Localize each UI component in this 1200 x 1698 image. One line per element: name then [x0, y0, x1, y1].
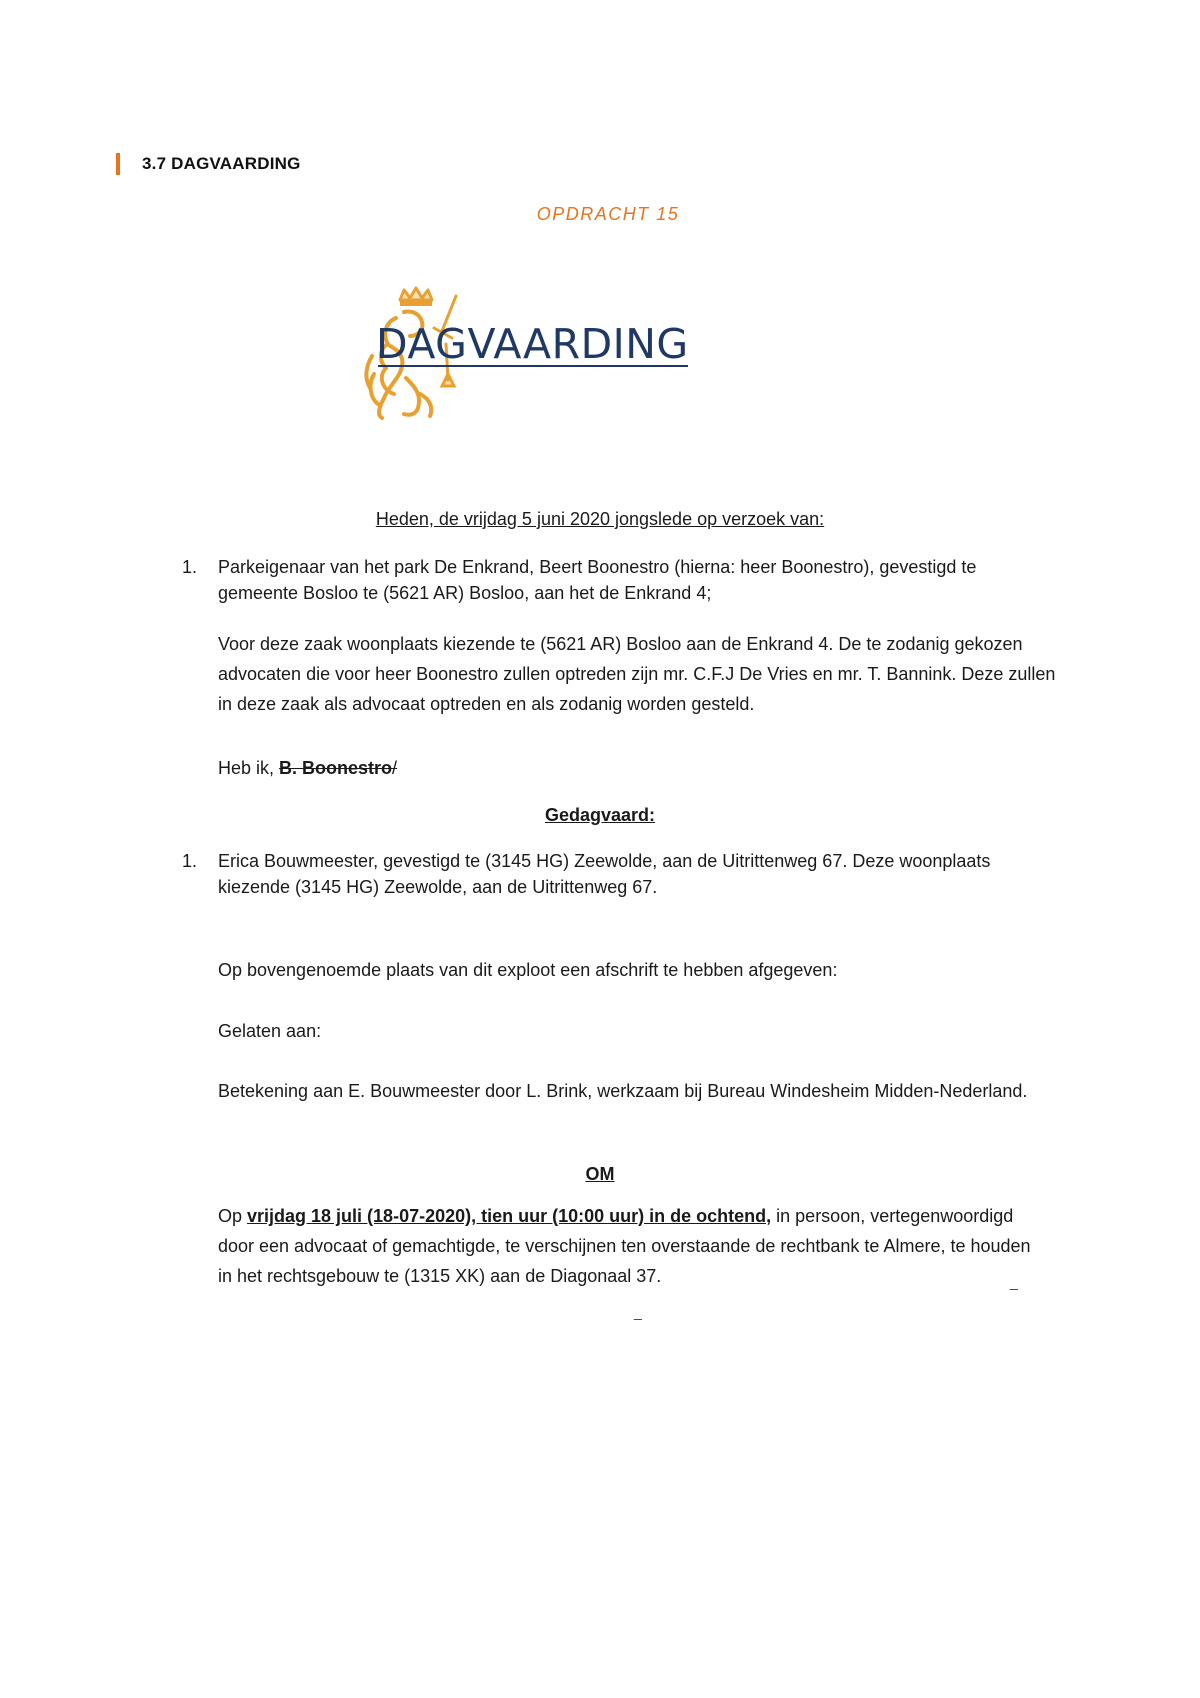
section-heading — [116, 152, 301, 176]
signer-suffix: / — [392, 758, 398, 778]
signer-line — [218, 753, 1058, 783]
assignment-label-text: OPDRACHT 15 — [536, 204, 680, 224]
signer-prefix: Heb ik, — [218, 758, 280, 778]
appearance-paragraph — [218, 1201, 1038, 1291]
appearance-prefix: Op — [218, 1206, 248, 1226]
dagvaarding-logo — [360, 286, 700, 426]
trailing-mark: _ — [1010, 1274, 1018, 1290]
summoned-heading-text: Gedagvaard: — [544, 805, 656, 825]
summoned-heading — [0, 803, 1200, 827]
intro-line-text: Heden, de vrijdag 5 juni 2020 jongslede op verzoek van: — [375, 509, 825, 529]
signer-name: B. Boonestro — [279, 758, 393, 778]
heading-accent-bar — [116, 153, 120, 175]
residence-paragraph: Voor deze zaak woonplaats kiezende te (5621 AR) Bosloo aan de Enkrand 4. De te zodanig gekozen advocaten die voor heer Boonestro zullen optreden zijn mr. C.F.J De Vries en mr. T. Bannink. Deze zullen in deze zaak als advocaat optreden en als zodanig worden gesteld. — [218, 634, 1056, 714]
service-line: Betekening aan E. Bouwmeester door L. Brink, werkzaam bij Bureau Windesheim Midden-Nederland. — [218, 1081, 1028, 1101]
section-heading-text: 3.7 DAGVAARDING — [142, 154, 301, 173]
logo-wordmark: DAGVAARDING — [376, 320, 689, 368]
om-heading-text: OM — [585, 1164, 615, 1184]
summoned-number: 1. — [182, 851, 198, 871]
crown-emblem-icon — [400, 288, 432, 306]
assignment-label — [0, 204, 1200, 225]
appearance-rest: in persoon, vertegenwoordigd door een advocaat of gemachtigde, te verschijnen ten overstaande de rechtbank te Almere, te houden in het rechtsgebouw te (1315 XK) aan de Diagonaal 37. — [218, 1206, 1031, 1286]
appearance-date-time: vrijdag 18 juli (18-07-2020), tien uur (10:00 uur) in de ochtend, — [247, 1206, 772, 1226]
requester-text: Parkeigenaar van het park De Enkrand, Beert Boonestro (hierna: heer Boonestro), gevestigd te gemeente Bosloo te (5621 AR) Bosloo, aan het de Enkrand 4; — [218, 557, 977, 603]
copy-line: Op bovengenoemde plaats van dit exploot een afschrift te hebben afgegeven: — [218, 960, 838, 980]
requester-number: 1. — [182, 557, 198, 577]
intro-line — [0, 507, 1200, 531]
summoned-text: Erica Bouwmeester, gevestigd te (3145 HG) Zeewolde, aan de Uitrittenweg 67. Deze woonplaats kiezende (3145 HG) Zeewolde, aan de Uitrittenweg 67. — [218, 851, 991, 897]
om-heading — [0, 1162, 1200, 1186]
left-with-line: Gelaten aan: — [218, 1021, 322, 1041]
trailing-mark: _ — [634, 1304, 642, 1320]
